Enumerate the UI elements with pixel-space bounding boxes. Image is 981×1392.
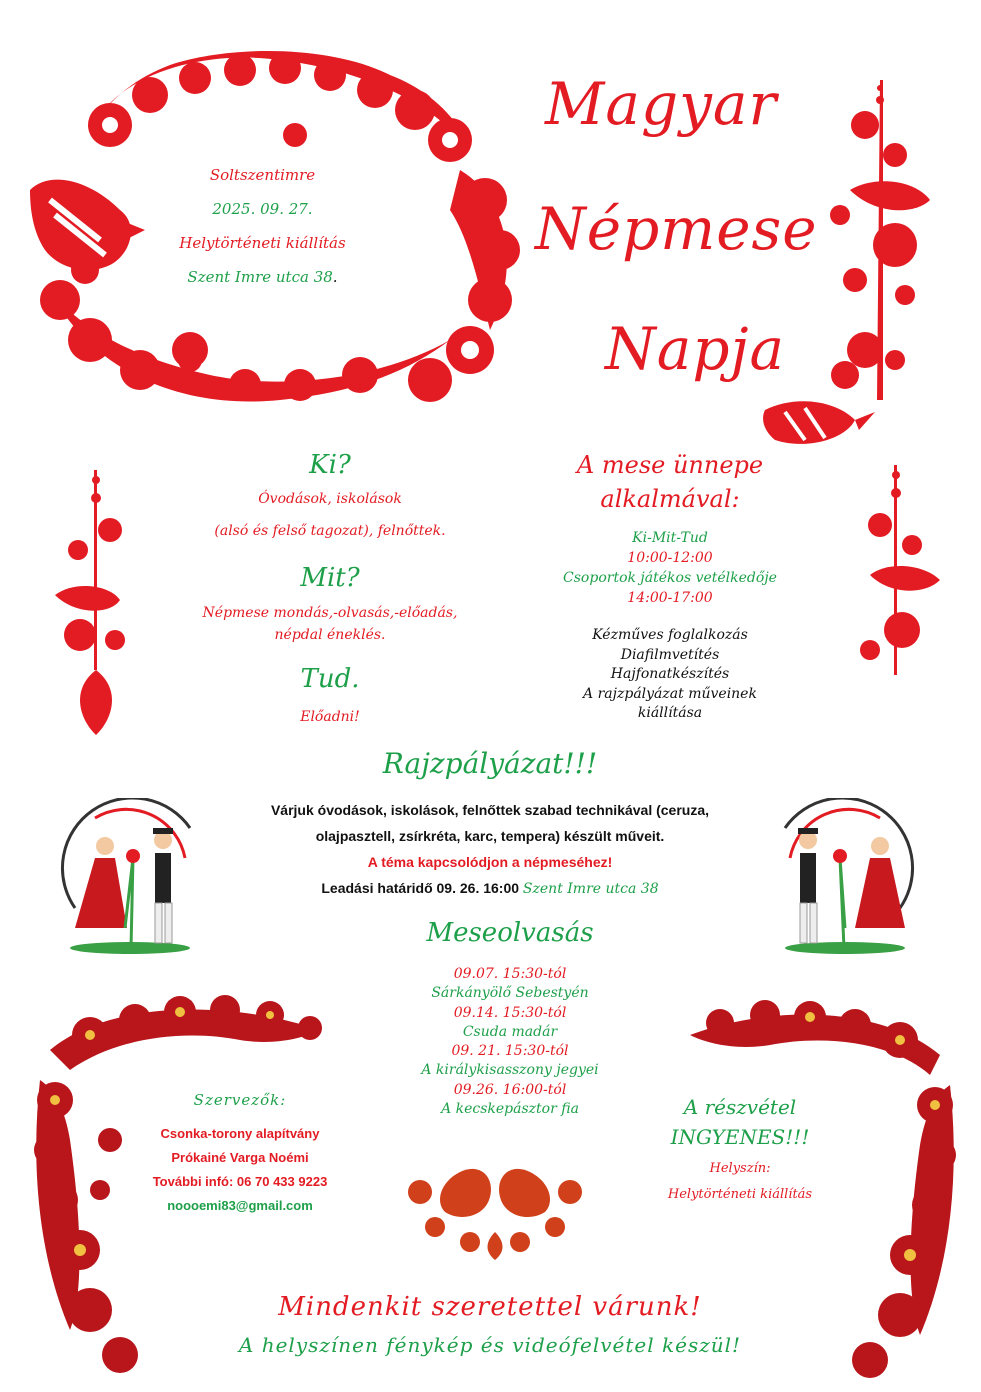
activities-list — [520, 626, 820, 724]
program-2-time: 14:00-17:00 — [627, 590, 713, 606]
event-venue: Helytörténeti kiállítás — [179, 234, 346, 252]
folk-dancers-left — [55, 798, 205, 958]
organizer-email: noooemi83@gmail.com — [167, 1198, 313, 1213]
what-heading: Mit? — [300, 563, 360, 593]
program-1-time: 10:00-12:00 — [627, 550, 713, 566]
drawing-deadline: Leadási határidő 09. 26. 16:00 — [321, 880, 520, 896]
floral-vine-mid-left — [40, 470, 150, 740]
participation-section — [620, 1092, 860, 1208]
what-line-2: népdal éneklés. — [274, 627, 386, 643]
event-address-line — [140, 260, 385, 294]
activity-item: Kézműves foglalkozás — [592, 627, 748, 643]
footer-welcome: Mindenkit szeretettel várunk! — [278, 1292, 702, 1322]
event-info — [140, 158, 385, 294]
location-label: Helyszín: — [709, 1161, 771, 1176]
tud-line-1: Előadni! — [300, 709, 360, 725]
what-line-1: Népmese mondás,-olvasás,-előadás, — [202, 605, 458, 621]
event-address: Szent Imre utca 38 — [187, 268, 333, 286]
title-word-3: Napja — [605, 315, 786, 383]
reading-time: 09.26. 16:00-tól — [453, 1081, 567, 1098]
tud-section — [200, 662, 460, 728]
location-name: Helytörténeti kiállítás — [667, 1187, 813, 1202]
program-2-name: Csoportok játékos vetélkedője — [563, 570, 777, 586]
floral-vine-top-right — [755, 80, 955, 460]
reading-title: Sárkányölő Sebestyén — [431, 985, 589, 1002]
event-place: Soltszentimre — [209, 166, 316, 184]
reading-title: A királykisasszony jegyei — [421, 1062, 599, 1079]
floral-vine-mid-right — [840, 465, 950, 685]
reading-time: 09.14. 15:30-tól — [453, 1004, 567, 1021]
reading-time: 09.07. 15:30-tól — [453, 966, 567, 982]
reading-time: 09. 21. 15:30-tól — [451, 1043, 569, 1060]
reading-heading: Meseolvasás — [426, 918, 594, 948]
organizers-heading: Szervezők: — [193, 1091, 287, 1109]
footer-notice: A helyszínen fénykép és videófelvétel készül! — [238, 1333, 742, 1357]
activity-item: Diafilmvetítés — [620, 646, 720, 663]
who-heading: Ki? — [309, 450, 351, 480]
tud-heading: Tud. — [300, 664, 360, 694]
activity-item: kiállítása — [637, 705, 703, 721]
folk-dancers-right — [760, 798, 920, 958]
drawing-deadline-line — [210, 875, 770, 902]
title-word-1: Magyar — [545, 70, 778, 138]
title-word-2: Népmese — [535, 195, 818, 263]
reading-list — [370, 965, 650, 1119]
activity-item: A rajzpályázat műveinek — [583, 685, 757, 702]
who-line-1: Óvodások, iskolások — [258, 491, 402, 507]
twin-birds-motif — [400, 1152, 590, 1262]
drawing-line-3: A téma kapcsolódjon a népmeséhez! — [367, 854, 613, 870]
drawing-heading: Rajzpályázat!!! — [382, 747, 598, 780]
reading-title: A kecskepásztor fia — [441, 1101, 579, 1118]
organizers-section — [120, 1088, 360, 1218]
organizer-name: Csonka-torony alapítvány — [160, 1126, 320, 1141]
activity-item: Hajfonatkészítés — [610, 666, 730, 682]
festival-section — [520, 448, 820, 724]
drawing-section — [210, 797, 770, 902]
what-section — [140, 562, 520, 646]
drawing-line-2: olajpasztell, zsírkréta, karc, tempera) készült műveit. — [315, 828, 665, 844]
participation-free: INGYENES!!! — [670, 1125, 810, 1149]
event-date: 2025. 09. 27. — [212, 200, 313, 218]
festival-heading-1: A mese ünnepe — [576, 451, 764, 479]
organizer-person: Prókainé Varga Noémi — [171, 1150, 309, 1165]
event-address-dot: . — [332, 268, 338, 286]
festival-heading-2: alkalmával: — [600, 485, 740, 513]
program-1-name: Ki-Mit-Tud — [632, 530, 708, 546]
drawing-line-1: Várjuk óvodások, iskolások, felnőttek szabad technikával (ceruza, — [270, 802, 710, 818]
who-section — [150, 448, 510, 542]
reading-title: Csuda madár — [462, 1023, 558, 1040]
organizer-phone: További infó: 06 70 433 9223 — [152, 1174, 328, 1189]
participation-line-1: A részvétel — [683, 1095, 797, 1119]
drawing-deadline-place: Szent Imre utca 38 — [522, 881, 659, 897]
who-line-2: (alsó és felső tagozat), felnőttek. — [214, 523, 446, 539]
